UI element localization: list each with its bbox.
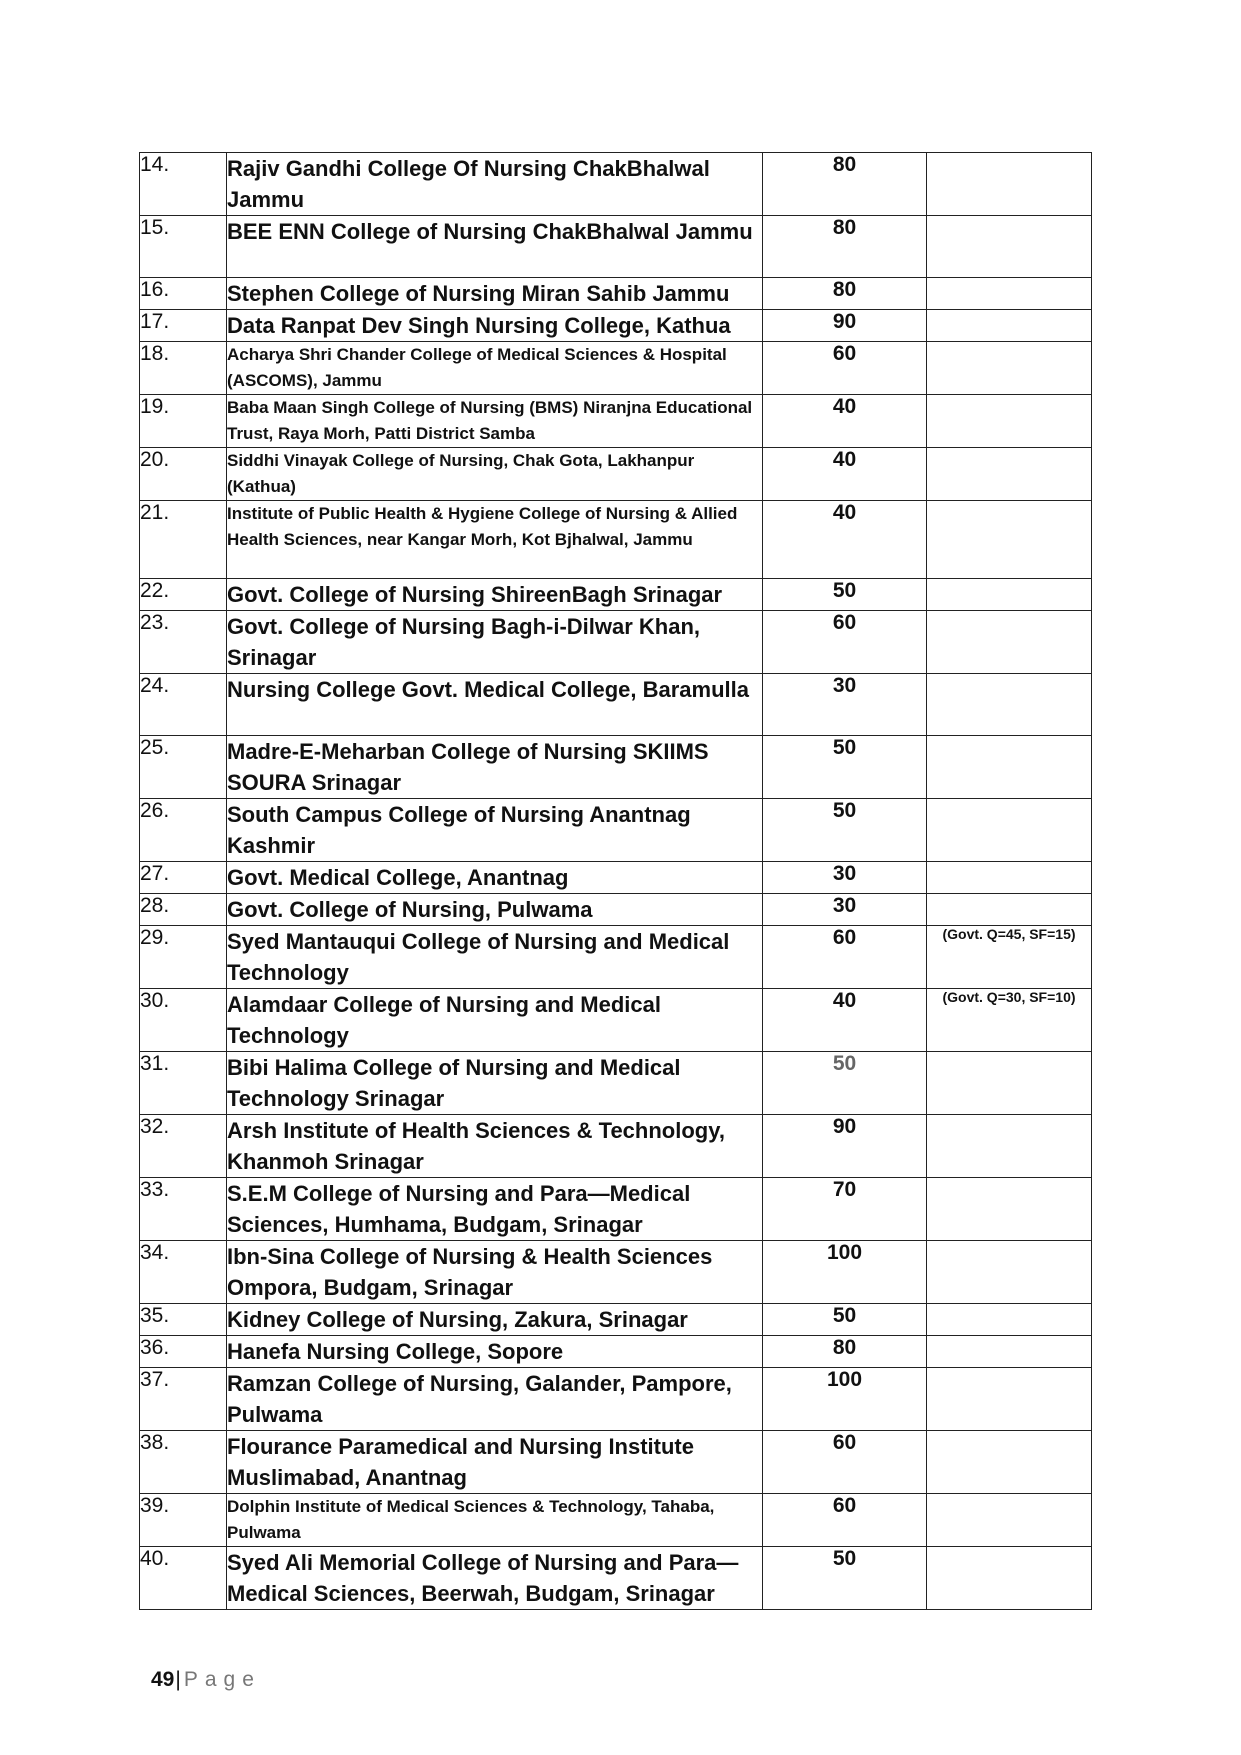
college-name-cell: Madre-E-Meharban College of Nursing SKIIMS SOURA Srinagar bbox=[227, 736, 763, 799]
page-separator: | bbox=[175, 1668, 181, 1691]
table-row bbox=[140, 611, 1092, 674]
serial-number-cell: 25. bbox=[140, 736, 227, 799]
page-label: Page bbox=[183, 1668, 261, 1691]
college-name-cell: Govt. Medical College, Anantnag bbox=[227, 862, 763, 894]
college-name-cell: Govt. College of Nursing, Pulwama bbox=[227, 894, 763, 926]
seats-cell: 30 bbox=[763, 894, 927, 926]
table-row bbox=[140, 1178, 1092, 1241]
table-row bbox=[140, 310, 1092, 342]
seats-cell: 70 bbox=[763, 1178, 927, 1241]
seats-cell: 80 bbox=[763, 278, 927, 310]
college-name-cell: Acharya Shri Chander College of Medical Sciences & Hospital (ASCOMS), Jammu bbox=[227, 342, 763, 395]
remarks-cell bbox=[927, 611, 1092, 674]
remarks-cell bbox=[927, 736, 1092, 799]
seats-cell: 60 bbox=[763, 926, 927, 989]
college-name-cell: Alamdaar College of Nursing and Medical Technology bbox=[227, 989, 763, 1052]
table-row bbox=[140, 342, 1092, 395]
college-name-cell: BEE ENN College of Nursing ChakBhalwal Jammu bbox=[227, 216, 763, 278]
seats-cell: 60 bbox=[763, 1494, 927, 1547]
remarks-cell bbox=[927, 1115, 1092, 1178]
table-row bbox=[140, 1304, 1092, 1336]
serial-number-cell: 23. bbox=[140, 611, 227, 674]
serial-number-cell: 36. bbox=[140, 1336, 227, 1368]
seats-cell: 80 bbox=[763, 216, 927, 278]
table-row bbox=[140, 1052, 1092, 1115]
college-name-cell: Hanefa Nursing College, Sopore bbox=[227, 1336, 763, 1368]
seats-cell: 40 bbox=[763, 448, 927, 501]
seats-cell: 100 bbox=[763, 1368, 927, 1431]
college-name-cell: Bibi Halima College of Nursing and Medical Technology Srinagar bbox=[227, 1052, 763, 1115]
seats-cell: 30 bbox=[763, 674, 927, 736]
college-name-cell: Govt. College of Nursing Bagh-i-Dilwar Khan, Srinagar bbox=[227, 611, 763, 674]
serial-number-cell: 15. bbox=[140, 216, 227, 278]
table-row bbox=[140, 1547, 1092, 1610]
remarks-cell bbox=[927, 501, 1092, 579]
table-row bbox=[140, 799, 1092, 862]
serial-number-cell: 16. bbox=[140, 278, 227, 310]
remarks-cell bbox=[927, 1368, 1092, 1431]
college-name-cell: Data Ranpat Dev Singh Nursing College, Kathua bbox=[227, 310, 763, 342]
college-name-cell: Siddhi Vinayak College of Nursing, Chak Gota, Lakhanpur (Kathua) bbox=[227, 448, 763, 501]
serial-number-cell: 31. bbox=[140, 1052, 227, 1115]
college-name-cell: Nursing College Govt. Medical College, Baramulla bbox=[227, 674, 763, 736]
table-row bbox=[140, 862, 1092, 894]
table-row bbox=[140, 926, 1092, 989]
seats-cell: 80 bbox=[763, 1336, 927, 1368]
serial-number-cell: 32. bbox=[140, 1115, 227, 1178]
remarks-cell bbox=[927, 579, 1092, 611]
seats-cell: 40 bbox=[763, 395, 927, 448]
remarks-cell bbox=[927, 1304, 1092, 1336]
serial-number-cell: 17. bbox=[140, 310, 227, 342]
seats-cell: 60 bbox=[763, 342, 927, 395]
seats-cell: 90 bbox=[763, 310, 927, 342]
table-row bbox=[140, 674, 1092, 736]
table-row bbox=[140, 579, 1092, 611]
serial-number-cell: 29. bbox=[140, 926, 227, 989]
remarks-cell bbox=[927, 1431, 1092, 1494]
serial-number-cell: 20. bbox=[140, 448, 227, 501]
table-row bbox=[140, 1494, 1092, 1547]
table-row bbox=[140, 894, 1092, 926]
table-row bbox=[140, 1336, 1092, 1368]
seats-cell: 50 bbox=[763, 579, 927, 611]
remarks-cell bbox=[927, 310, 1092, 342]
table-row bbox=[140, 448, 1092, 501]
college-name-cell: Rajiv Gandhi College Of Nursing ChakBhalwal Jammu bbox=[227, 153, 763, 216]
table-row bbox=[140, 1431, 1092, 1494]
remarks-cell bbox=[927, 216, 1092, 278]
nursing-colleges-table bbox=[139, 152, 1092, 1610]
college-name-cell: Kidney College of Nursing, Zakura, Srinagar bbox=[227, 1304, 763, 1336]
remarks-cell bbox=[927, 1336, 1092, 1368]
remarks-cell bbox=[927, 342, 1092, 395]
serial-number-cell: 27. bbox=[140, 862, 227, 894]
college-name-cell: Syed Mantauqui College of Nursing and Medical Technology bbox=[227, 926, 763, 989]
table-row bbox=[140, 501, 1092, 579]
remarks-cell bbox=[927, 894, 1092, 926]
seats-cell: 50 bbox=[763, 736, 927, 799]
college-name-cell: Institute of Public Health & Hygiene College of Nursing & Allied Health Sciences, near Kangar Morh, Kot Bjhalwal, Jammu bbox=[227, 501, 763, 579]
college-name-cell: Syed Ali Memorial College of Nursing and Para—Medical Sciences, Beerwah, Budgam, Srinagar bbox=[227, 1547, 763, 1610]
college-name-cell: South Campus College of Nursing Anantnag Kashmir bbox=[227, 799, 763, 862]
college-name-cell: Baba Maan Singh College of Nursing (BMS) Niranjna Educational Trust, Raya Morh, Patti District Samba bbox=[227, 395, 763, 448]
serial-number-cell: 38. bbox=[140, 1431, 227, 1494]
seats-cell: 50 bbox=[763, 1304, 927, 1336]
serial-number-cell: 40. bbox=[140, 1547, 227, 1610]
college-name-cell: Flourance Paramedical and Nursing Institute Muslimabad, Anantnag bbox=[227, 1431, 763, 1494]
serial-number-cell: 18. bbox=[140, 342, 227, 395]
table-row bbox=[140, 278, 1092, 310]
seats-cell: 50 bbox=[763, 799, 927, 862]
seats-cell: 60 bbox=[763, 611, 927, 674]
table-body bbox=[140, 153, 1092, 1610]
table-row bbox=[140, 395, 1092, 448]
remarks-cell bbox=[927, 1241, 1092, 1304]
serial-number-cell: 22. bbox=[140, 579, 227, 611]
remarks-cell bbox=[927, 1547, 1092, 1610]
table-row bbox=[140, 1115, 1092, 1178]
seats-cell: 50 bbox=[763, 1052, 927, 1115]
seats-cell: 90 bbox=[763, 1115, 927, 1178]
college-name-cell: Stephen College of Nursing Miran Sahib Jammu bbox=[227, 278, 763, 310]
college-name-cell: Govt. College of Nursing ShireenBagh Srinagar bbox=[227, 579, 763, 611]
table-row bbox=[140, 989, 1092, 1052]
college-name-cell: Arsh Institute of Health Sciences & Technology, Khanmoh Srinagar bbox=[227, 1115, 763, 1178]
table-row bbox=[140, 1241, 1092, 1304]
seats-cell: 100 bbox=[763, 1241, 927, 1304]
serial-number-cell: 21. bbox=[140, 501, 227, 579]
remarks-cell bbox=[927, 1494, 1092, 1547]
remarks-cell: (Govt. Q=30, SF=10) bbox=[927, 989, 1092, 1052]
college-name-cell: Dolphin Institute of Medical Sciences & Technology, Tahaba, Pulwama bbox=[227, 1494, 763, 1547]
remarks-cell bbox=[927, 448, 1092, 501]
remarks-cell: (Govt. Q=45, SF=15) bbox=[927, 926, 1092, 989]
seats-cell: 50 bbox=[763, 1547, 927, 1610]
serial-number-cell: 34. bbox=[140, 1241, 227, 1304]
serial-number-cell: 30. bbox=[140, 989, 227, 1052]
remarks-cell bbox=[927, 395, 1092, 448]
page-footer bbox=[151, 1668, 261, 1692]
remarks-cell bbox=[927, 153, 1092, 216]
remarks-cell bbox=[927, 1052, 1092, 1115]
seats-cell: 40 bbox=[763, 989, 927, 1052]
serial-number-cell: 26. bbox=[140, 799, 227, 862]
table-row bbox=[140, 736, 1092, 799]
serial-number-cell: 33. bbox=[140, 1178, 227, 1241]
serial-number-cell: 35. bbox=[140, 1304, 227, 1336]
table-row bbox=[140, 1368, 1092, 1431]
seats-cell: 60 bbox=[763, 1431, 927, 1494]
college-name-cell: Ramzan College of Nursing, Galander, Pampore, Pulwama bbox=[227, 1368, 763, 1431]
remarks-cell bbox=[927, 862, 1092, 894]
remarks-cell bbox=[927, 278, 1092, 310]
serial-number-cell: 19. bbox=[140, 395, 227, 448]
serial-number-cell: 28. bbox=[140, 894, 227, 926]
remarks-cell bbox=[927, 1178, 1092, 1241]
table-row bbox=[140, 153, 1092, 216]
serial-number-cell: 37. bbox=[140, 1368, 227, 1431]
college-name-cell: Ibn-Sina College of Nursing & Health Sciences Ompora, Budgam, Srinagar bbox=[227, 1241, 763, 1304]
remarks-cell bbox=[927, 674, 1092, 736]
seats-cell: 40 bbox=[763, 501, 927, 579]
seats-cell: 80 bbox=[763, 153, 927, 216]
table-row bbox=[140, 216, 1092, 278]
serial-number-cell: 14. bbox=[140, 153, 227, 216]
serial-number-cell: 39. bbox=[140, 1494, 227, 1547]
serial-number-cell: 24. bbox=[140, 674, 227, 736]
remarks-cell bbox=[927, 799, 1092, 862]
seats-cell: 30 bbox=[763, 862, 927, 894]
page-number: 49 bbox=[151, 1668, 175, 1691]
college-name-cell: S.E.M College of Nursing and Para—Medical Sciences, Humhama, Budgam, Srinagar bbox=[227, 1178, 763, 1241]
